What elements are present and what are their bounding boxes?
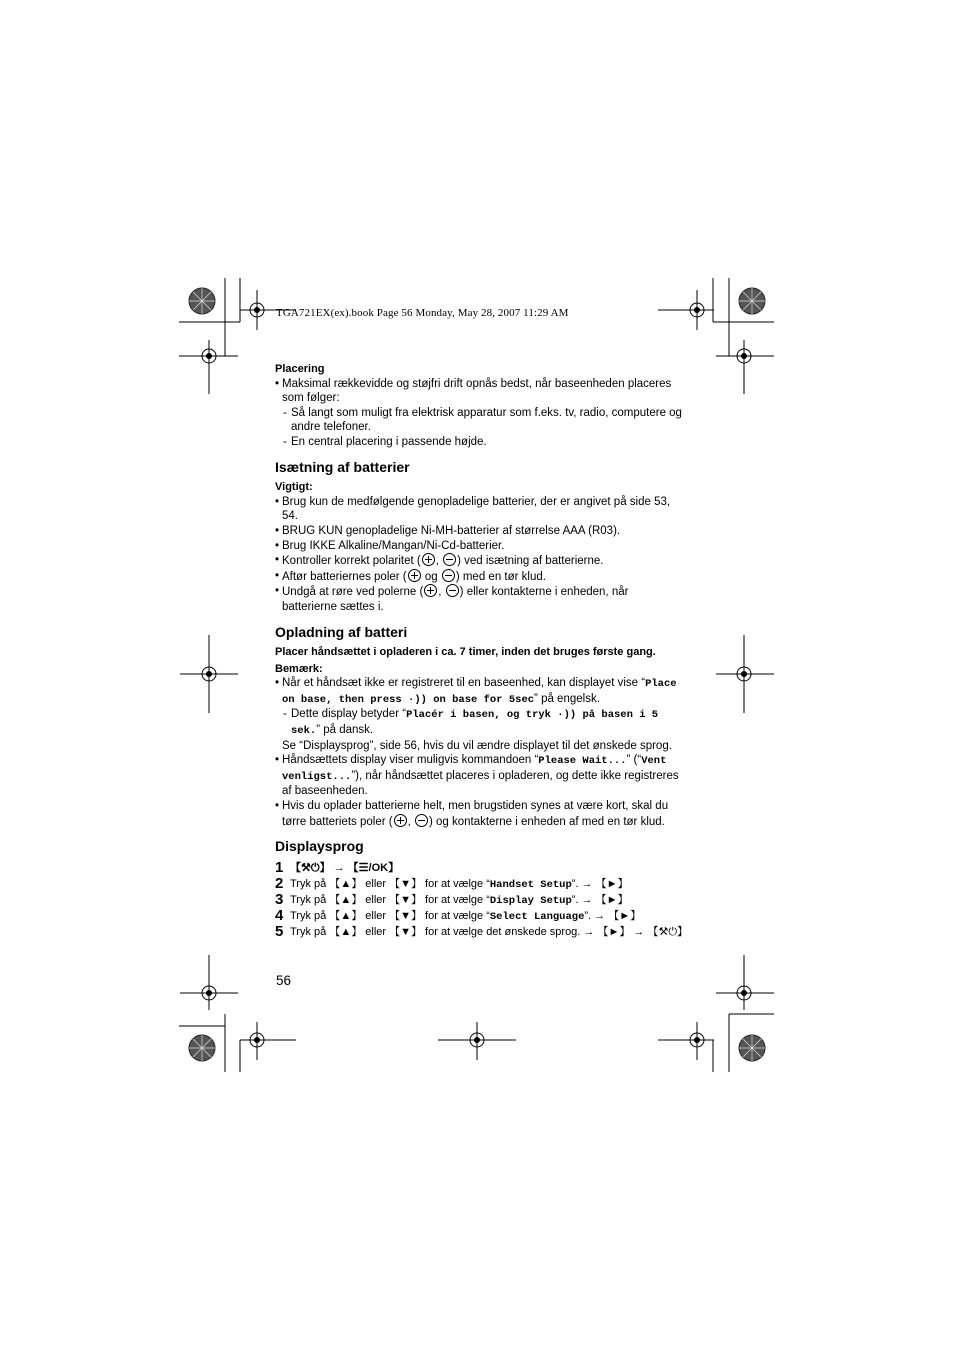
displaysprog-heading: Displaysprog — [275, 838, 364, 855]
minus-icon — [446, 584, 459, 597]
plus-icon — [408, 569, 421, 582]
step-1: 1 【⚒⏻】 → 【☰/OK】 — [275, 858, 400, 876]
list-item: • BRUG KUN genopladelige Ni-MH-batterier af størrelse AAA (R03). — [275, 524, 621, 537]
list-item: • Hvis du oplader batterierne helt, men brugstiden synes at være kort, skal du tørre batteriets poler ( , ) og kontakterne i enheden af med en tør klud. — [275, 800, 669, 828]
page-number: 56 — [276, 973, 292, 988]
step-2: 2 Tryk på 【▲】 eller 【▼】 for at vælge “Handset Setup”. → 【►】 — [275, 874, 629, 892]
opladning-instruction: Placer håndsættet i opladeren i ca. 7 timer, inden det bruges første gang. — [275, 646, 656, 659]
sub-item: - Så langt som muligt fra elektrisk apparatur som f.eks. tv, radio, computere og andre telefoner. — [283, 406, 682, 434]
page-content — [275, 362, 689, 940]
vigtigt-label: Vigtigt: — [275, 481, 313, 494]
placering-heading: Placering — [275, 363, 325, 375]
step-5: 5 Tryk på 【▲】 eller 【▼】 for at vælge det ønskede sprog. → 【►】 → 【⚒⏻】 — [275, 922, 689, 940]
see-note: Se “Displaysprog”, side 56, hvis du vil ændre displayet til det ønskede sprog. — [282, 739, 672, 752]
list-item: • Brug IKKE Alkaline/Mangan/Ni-Cd-batterier. — [275, 539, 505, 552]
isaetning-heading: Isætning af batterier — [275, 458, 410, 475]
plus-icon — [422, 553, 435, 566]
sub-item: - En central placering i passende højde. — [283, 435, 487, 448]
list-item: • Undgå at røre ved polerne ( , ) eller kontakterne i enheden, når batterierne sættes i. — [275, 585, 629, 613]
opladning-heading: Opladning af batteri — [275, 623, 408, 640]
list-item: • Når et håndsæt ikke er registreret til en baseenhed, kan displayet vise “Place on base, then press ·)) on base for 5sec” på engelsk. — [275, 677, 677, 706]
list-item: • Håndsættets display viser muligvis kommandoen “Please Wait...” (“Vent venligst...”), når håndsættet placeres i opladeren, og dette ikke registreres af baseenheden. — [275, 754, 679, 798]
minus-icon — [415, 814, 428, 827]
list-item: • Maksimal rækkevidde og støjfri drift opnås bedst, når baseenheden placeres som følger: — [275, 377, 672, 405]
minus-icon — [442, 569, 455, 582]
print-header: TGA721EX(ex).book Page 56 Monday, May 28, 2007 11:29 AM — [276, 307, 569, 319]
step-3: 3 Tryk på 【▲】 eller 【▼】 for at vælge “Display Setup”. → 【►】 — [275, 890, 629, 908]
list-item: • Brug kun de medfølgende genopladelige batterier, der er angivet på side 53, 54. — [275, 495, 671, 523]
plus-icon — [424, 584, 437, 597]
list-item: • Aftør batteriernes poler ( og ) med en tør klud. — [275, 569, 546, 583]
step-4: 4 Tryk på 【▲】 eller 【▼】 for at vælge “Select Language”. → 【►】 — [275, 906, 642, 924]
bemaerk-label: Bemærk: — [275, 662, 323, 675]
steps-list — [275, 858, 689, 940]
sub-item: - Dette display betyder “Placér i basen, og tryk ·)) på basen i 5 sek.” på dansk. — [283, 708, 659, 738]
plus-icon — [394, 814, 407, 827]
minus-icon — [443, 553, 456, 566]
list-item: • Kontroller korrekt polaritet ( , ) ved isætning af batterierne. — [275, 554, 604, 568]
